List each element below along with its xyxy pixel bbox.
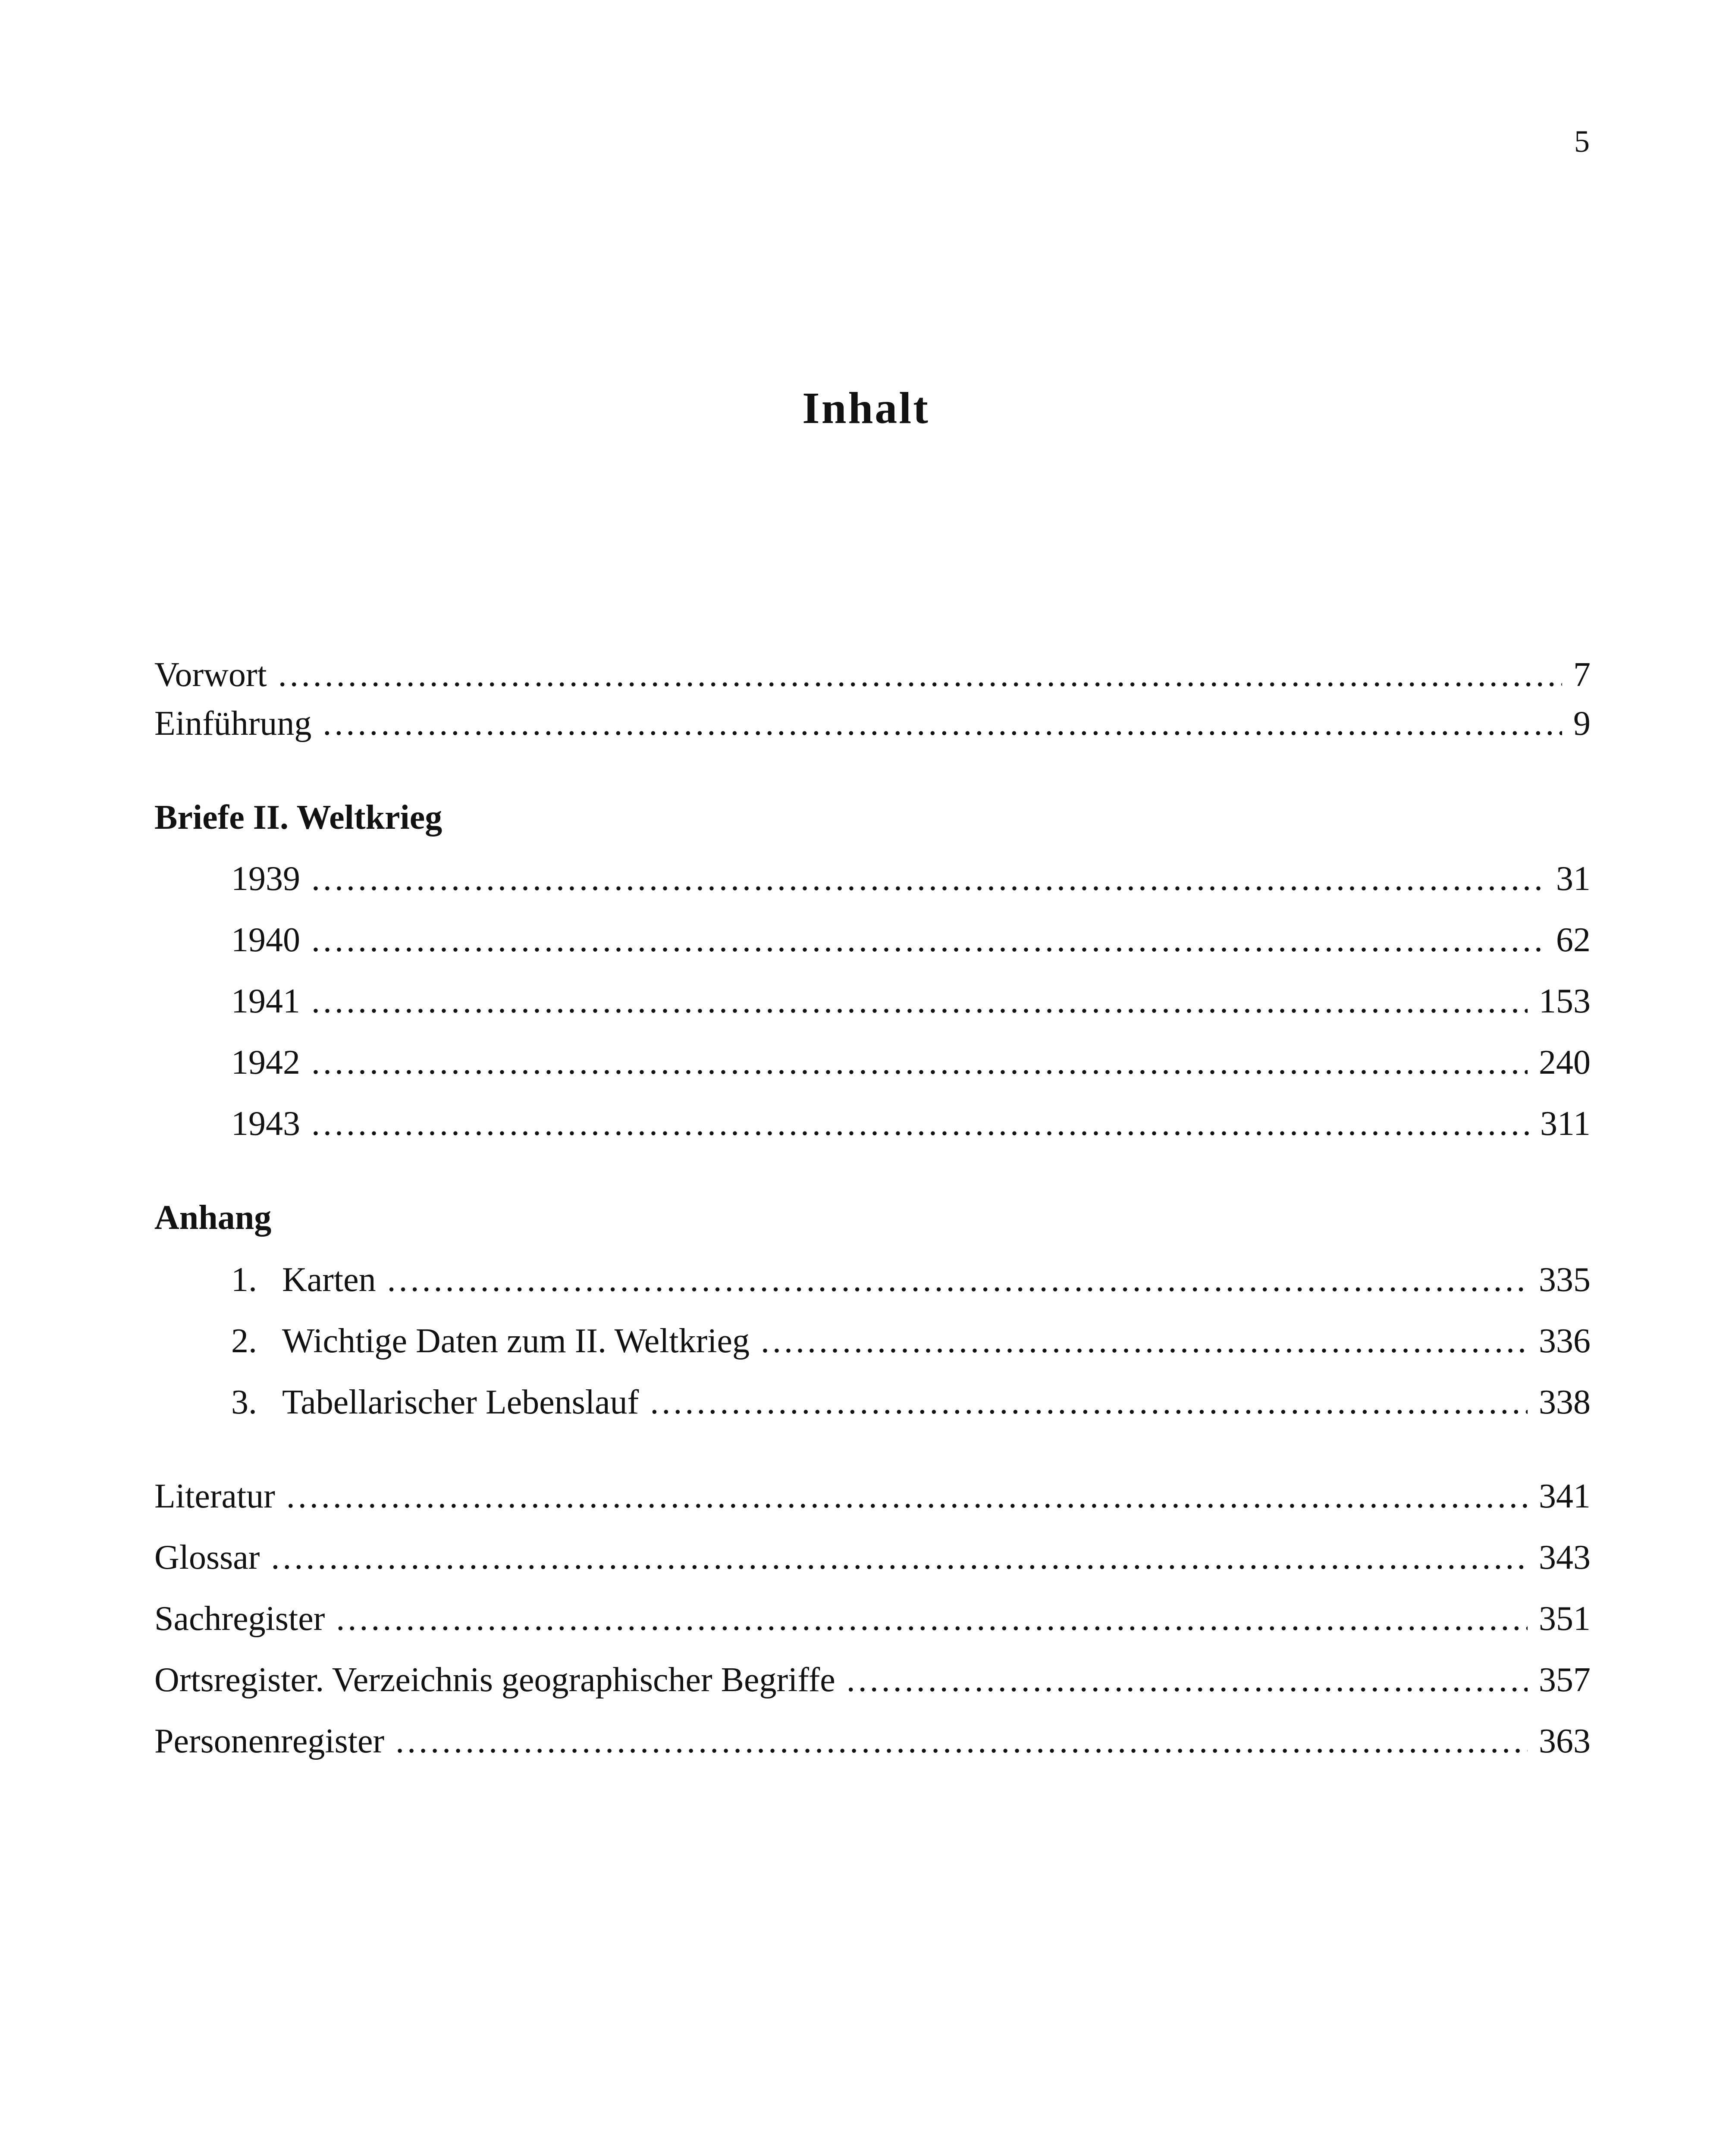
toc-entry-label: 1940	[231, 921, 300, 959]
toc-entry-text: Karten	[282, 1261, 376, 1299]
toc-entry-page: 7	[1573, 656, 1591, 694]
toc-entry-literatur[interactable]	[154, 1475, 1591, 1518]
toc-entry-page: 343	[1539, 1539, 1591, 1576]
toc-leader-dots	[271, 1536, 1528, 1579]
toc-leader-dots	[395, 1720, 1528, 1763]
toc-leader-dots	[278, 653, 1562, 696]
toc-entry-1943[interactable]	[231, 1102, 1591, 1145]
toc-leader-dots	[761, 1319, 1528, 1363]
toc-leader-dots	[336, 1597, 1528, 1640]
toc-entry-label: 1941	[231, 982, 300, 1020]
toc-entry-page: 335	[1539, 1261, 1591, 1299]
toc-entry-label: Einführung	[154, 705, 312, 743]
toc-entry-page: 9	[1573, 705, 1591, 743]
section-heading-anhang: Anhang	[154, 1199, 272, 1237]
toc-entry-label: 1939	[231, 860, 300, 898]
toc-entry-sachregister[interactable]	[154, 1597, 1591, 1640]
toc-entry-personenregister[interactable]	[154, 1720, 1591, 1763]
toc-entry-1942[interactable]	[231, 1041, 1591, 1084]
toc-leader-dots	[650, 1381, 1528, 1424]
toc-leader-dots	[286, 1475, 1528, 1518]
toc-entry-number: 3.	[231, 1383, 257, 1421]
toc-entry-page: 62	[1556, 921, 1591, 959]
toc-leader-dots	[311, 980, 1528, 1023]
toc-entry-label: Glossar	[154, 1539, 260, 1576]
toc-entry-1940[interactable]	[231, 918, 1591, 962]
toc-entry-number: 2.	[231, 1322, 257, 1360]
toc-entry-number: 1.	[231, 1261, 257, 1299]
toc-entry-label: 1943	[231, 1105, 300, 1143]
toc-leader-dots	[311, 1041, 1528, 1084]
page-title: Inhalt	[802, 383, 930, 433]
toc-leader-dots	[387, 1258, 1528, 1301]
toc-entry-label	[231, 1381, 639, 1424]
toc-entry-page: 31	[1556, 860, 1591, 898]
toc-leader-dots	[323, 702, 1562, 745]
toc-entry-label: 1942	[231, 1044, 300, 1081]
toc-entry-page: 311	[1540, 1105, 1591, 1143]
toc-entry-glossar[interactable]	[154, 1536, 1591, 1579]
toc-entry-text: Wichtige Daten zum II. Weltkrieg	[282, 1322, 750, 1360]
toc-entry-label	[231, 1258, 376, 1301]
toc-entry-vorwort[interactable]	[154, 653, 1591, 696]
toc-leader-dots	[847, 1658, 1528, 1702]
toc-entry-ortsregister[interactable]	[154, 1658, 1591, 1702]
toc-entry-label: Ortsregister. Verzeichnis geographischer Begriffe	[154, 1661, 835, 1699]
toc-entry-page: 338	[1539, 1383, 1591, 1421]
toc-entry-label: Vorwort	[154, 656, 267, 694]
toc-entry-karten[interactable]	[231, 1258, 1591, 1301]
toc-entry-page: 153	[1539, 982, 1591, 1020]
toc-entry-label: Personenregister	[154, 1722, 385, 1760]
toc-entry-page: 240	[1539, 1044, 1591, 1081]
toc-entry-page: 351	[1539, 1600, 1591, 1638]
toc-entry-page: 363	[1539, 1722, 1591, 1760]
toc-entry-label: Sachregister	[154, 1600, 325, 1638]
toc-entry-wichtige-daten[interactable]	[231, 1319, 1591, 1363]
toc-entry-einfuehrung[interactable]	[154, 702, 1591, 745]
toc-entry-label	[231, 1319, 750, 1363]
toc-entry-label: Literatur	[154, 1477, 275, 1515]
toc-leader-dots	[311, 918, 1545, 962]
toc-entry-text: Tabellarischer Lebenslauf	[282, 1383, 639, 1421]
toc-leader-dots	[311, 857, 1545, 900]
toc-entry-page: 336	[1539, 1322, 1591, 1360]
page-number: 5	[1574, 124, 1590, 159]
toc-entry-page: 341	[1539, 1477, 1591, 1515]
toc-leader-dots	[311, 1102, 1529, 1145]
toc-entry-1941[interactable]	[231, 980, 1591, 1023]
section-heading-briefe: Briefe II. Weltkrieg	[154, 799, 442, 837]
toc-entry-lebenslauf[interactable]	[231, 1381, 1591, 1424]
toc-entry-page: 357	[1539, 1661, 1591, 1699]
toc-entry-1939[interactable]	[231, 857, 1591, 900]
